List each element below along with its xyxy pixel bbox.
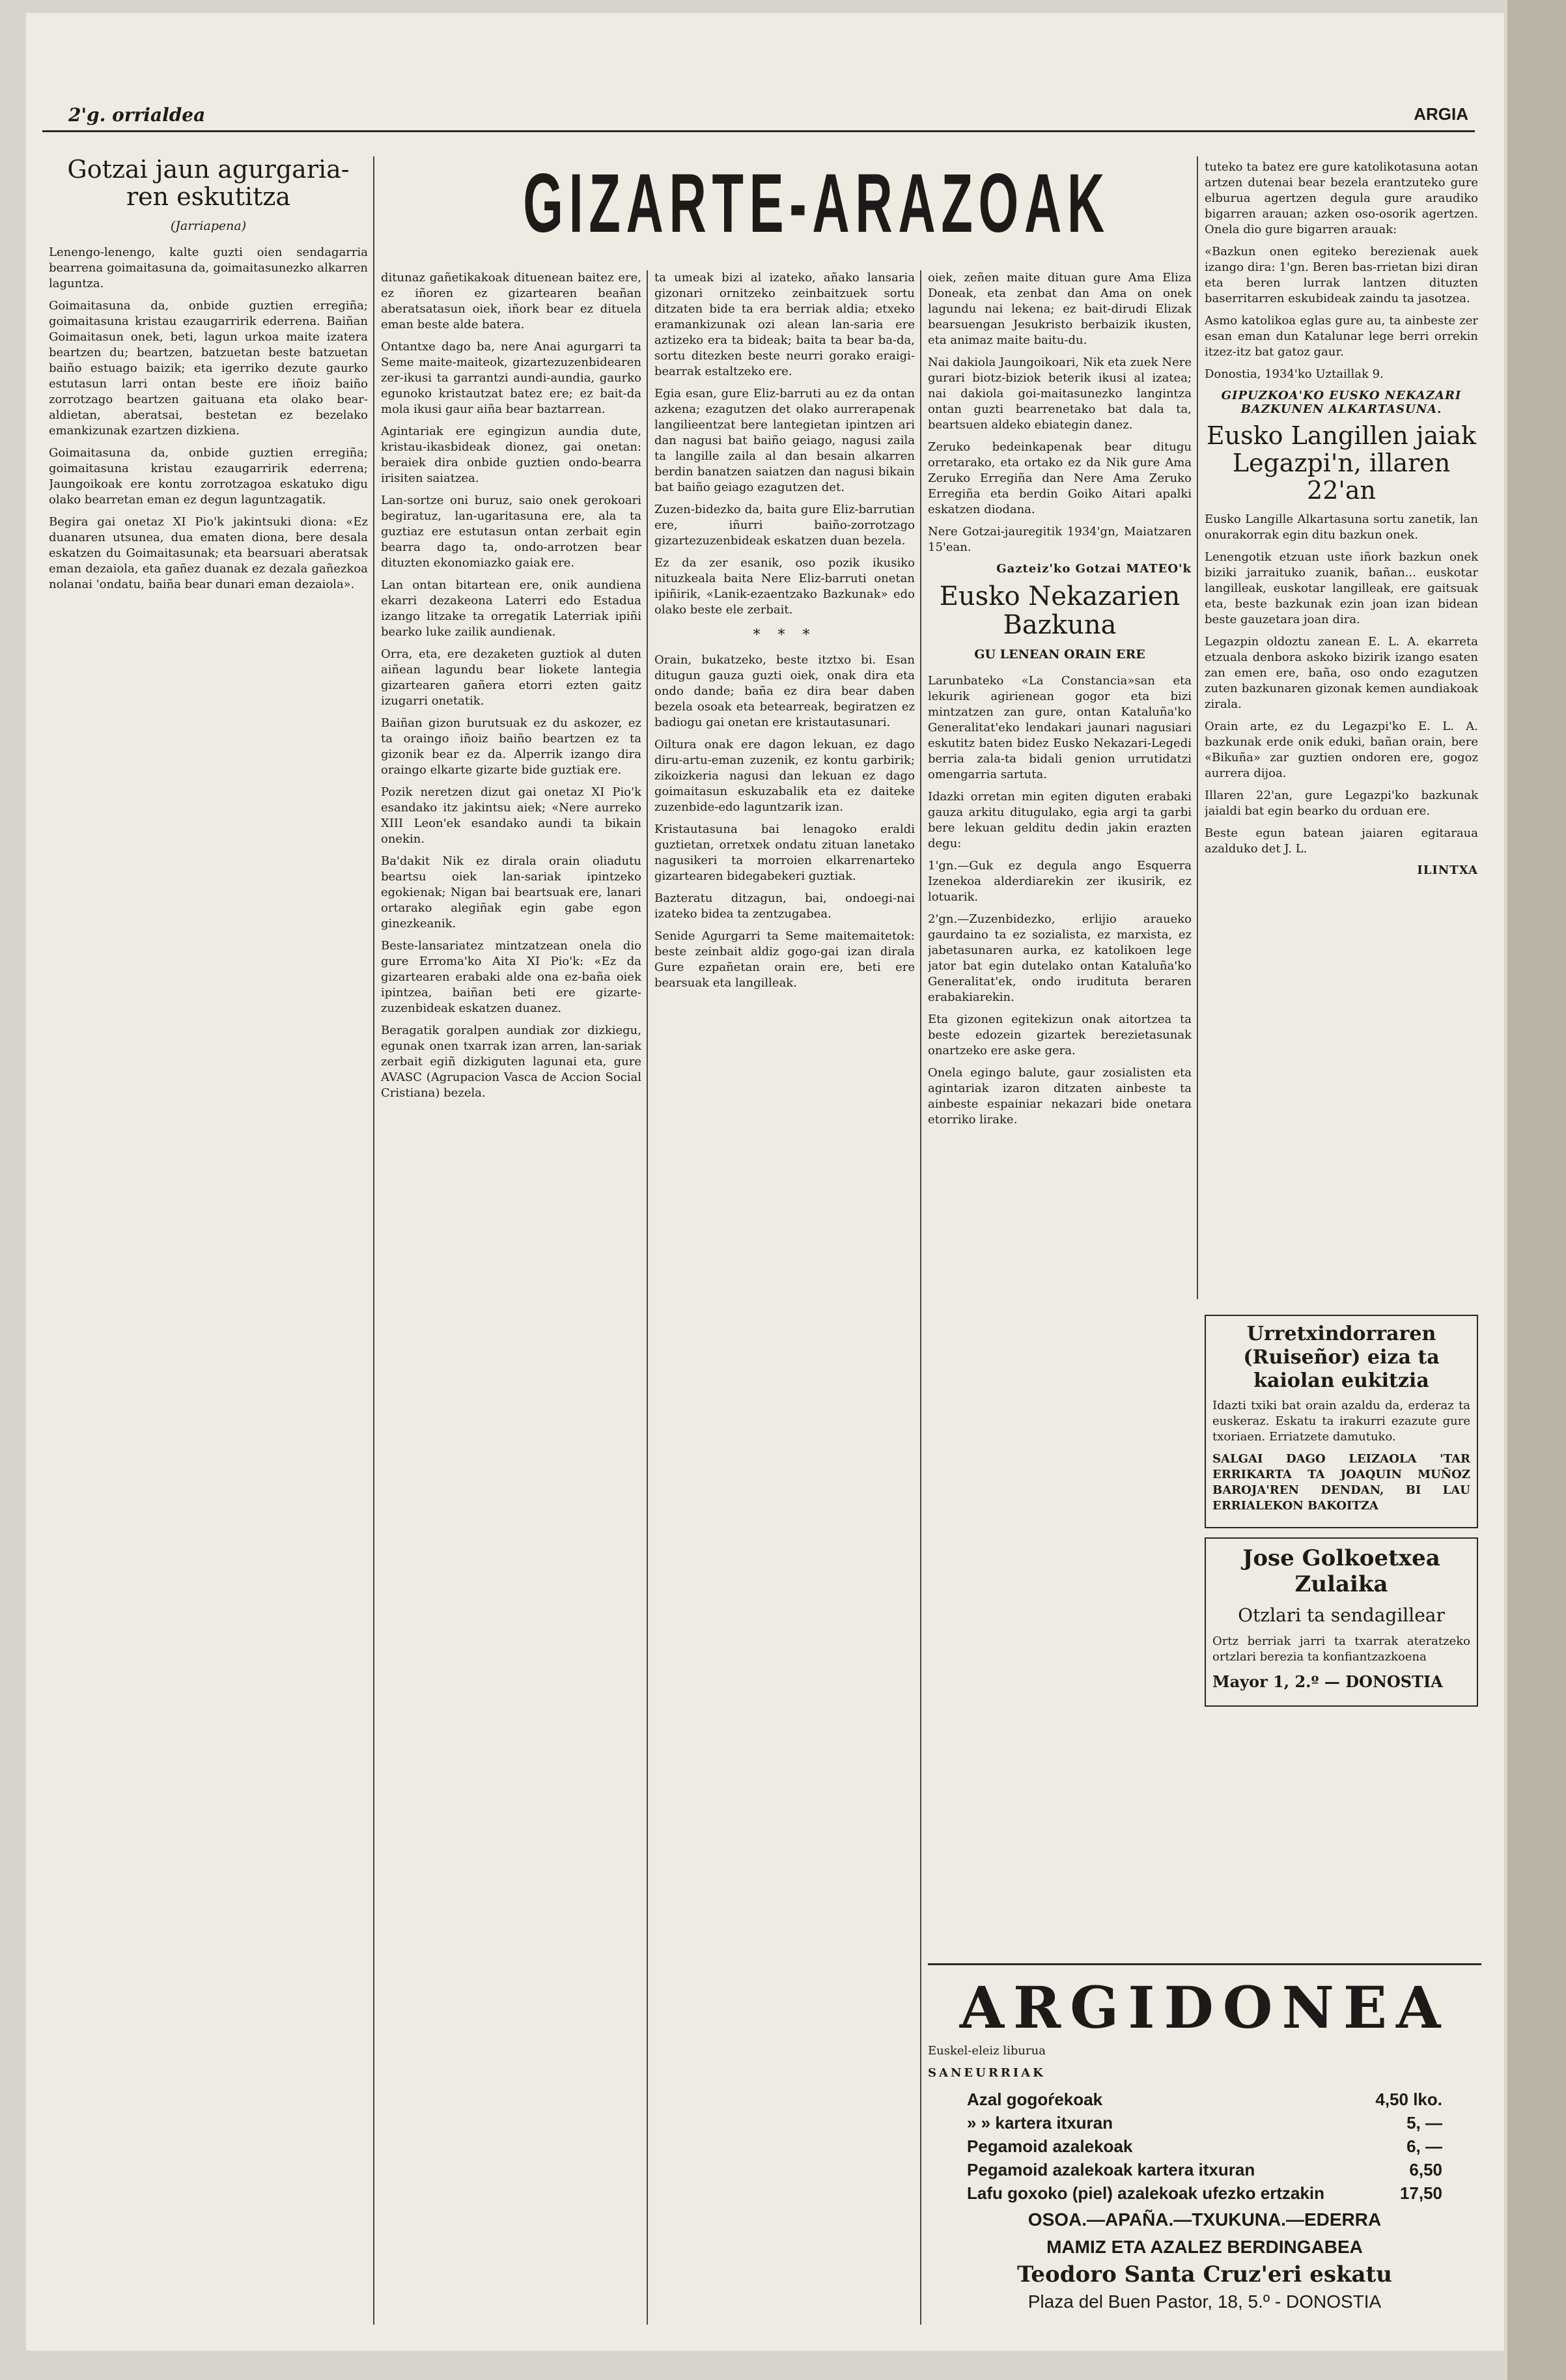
paragraph: ta umeak bizi al izateko, añako lansaria gizonari ornitzeko zeinbaitzuek sortu ditzaten bide ta era berriak aldia; etxeko eramankizunak ozi alean lan-saria ere aztizeko era ta bideak; baita ta bear ba-da, sortu ditezken beste neurri gorako eraigi-bearrak estaltzeko ere. bbox=[654, 271, 915, 378]
paragraph: Eusko Langille Alkartasuna sortu zanetik, lan onurakorrak egin ditu bazkun onek. bbox=[1205, 512, 1478, 542]
paragraph: Oiltura onak ere dagon lekuan, ez dago diru-artu-eman zuzenik, ez kontu garbirik; zikoizkeria nagusi dan lekuan ez dago goimaitasun eskuzabalik eta ez daiteke zuzenbide-edo laguntzarik izan. bbox=[654, 738, 915, 814]
advertisement-urretxindor bbox=[1205, 1315, 1478, 1528]
article-title: Eusko Langillen jaiak Legazpi'n, illaren 22'an bbox=[1206, 421, 1477, 505]
page-header bbox=[42, 104, 1475, 132]
paragraph: tuteko ta batez ere gure katolikotasuna aotan artzen dutenai bear bezela erantzuteko gure elburua agertzen degula gure araudiko bigarren arauan; azken oso-osorik agertzen. Onela dio gure bigarren arauak: bbox=[1205, 160, 1478, 236]
price-value: 17,50 bbox=[1399, 2183, 1442, 2203]
article-signoff: GIPUZKOA'KO EUSKO NEKAZARI BAZKUNEN ALKARTASUNA. bbox=[1221, 389, 1462, 416]
price-row bbox=[967, 2135, 1442, 2158]
article-signoff: ILINTXA bbox=[1417, 863, 1478, 878]
main-headline: GIZARTE-ARAZOAK bbox=[523, 157, 1110, 250]
article-title: Eusko Nekazarien Bazkuna bbox=[939, 581, 1181, 640]
price-label: Lafu goxoko (piel) azalekoak ufezko ertzakin bbox=[967, 2183, 1325, 2203]
ad-text: OSOA.—APAÑA.—TXUKUNA.—EDERRA bbox=[1028, 2209, 1382, 2230]
paragraph: Beragatik goralpen aundiak zor dizkiegu, egunak onen txarrak izan arren, lan-sariak zerbait egiñ dizkiguten lagunai eta, gure AVASC (Agrupacion Vasca de Accion Social Cristiana) bezela. bbox=[381, 1024, 641, 1100]
article-byline: (Jarriapena) bbox=[170, 218, 247, 233]
paragraph: Bazteratu ditzagun, bai, ondoegi-nai izateko bidea ta zentzugabea. bbox=[654, 891, 915, 921]
paragraph: Agintariak ere egingizun aundia dute, kristau-ikasbideak dionez, gai onetan: beraiek dira onbide guztien ondo-bearra irisiten saiatzea. bbox=[381, 425, 641, 485]
paragraph: Zeruko bedeinkapenak bear ditugu orretarako, eta ortako ez da Nik gure Ama Zeruko Erregiña dan Nere Ama Zeruko Erregiña eta berdin Goiko Aitari apalki eskatzen diodana. bbox=[928, 440, 1192, 516]
column-divider bbox=[373, 156, 374, 2325]
paragraph: Orain, bukatzeko, beste itztxo bi. Esan ditugun gauza guzti oiek, onak dira eta ondo dande; baña ez dira bear daben bezela osoak eta betearreak, begiratzen ez badiogu gai onetan ere kristautasunari. bbox=[654, 653, 915, 729]
paragraph: Orain arte, ez du Legazpi'ko E. L. A. bazkunak erde onik eduki, bañan orain, bere «Bikuña» zar guztien ondoren ere, gogoz aurrera dijoa. bbox=[1205, 720, 1478, 781]
section-separator: * * * bbox=[753, 627, 817, 643]
paragraph: Illaren 22'an, gure Legazpi'ko bazkunak jaialdi bat egin bearko du orduan ere. bbox=[1205, 789, 1478, 819]
ad-title: Jose Golkoetxea Zulaika bbox=[1242, 1545, 1440, 1597]
ad-text: MAMIZ ETA AZALEZ BERDINGABEA bbox=[1046, 2237, 1363, 2257]
price-label: » » kartera itxuran bbox=[967, 2113, 1113, 2133]
newspaper-page bbox=[26, 13, 1504, 2351]
ad-title: Urretxindorraren (Ruiseñor) eiza ta kaiolan eukitzia bbox=[1243, 1323, 1440, 1392]
column-2 bbox=[381, 270, 641, 2325]
paragraph: Lan ontan bitartean ere, onik aundiena ekarri dezakeona Laterri edo Estadua izango litzake ta orregatik Laterriak ipiñi bearko luke zailik aundienak. bbox=[381, 578, 641, 639]
paragraph: Baiñan gizon burutsuak ez du askozer, ez ta oraingo iñoiz baiño beartzen ez ta gizonik bear ez da. Alperrik izango dira oraingo elkarte gizarte bide guztiak ere. bbox=[381, 716, 641, 777]
ads-column bbox=[1205, 1306, 1478, 1963]
price-label: Azal gogoŕekoak bbox=[967, 2090, 1103, 2109]
article-subtitle: GU LENEAN ORAIN ERE bbox=[974, 647, 1145, 662]
paragraph: Donostia, 1934'ko Uztaillak 9. bbox=[1205, 367, 1384, 381]
ad-text: SALGAI DAGO LEIZAOLA 'TAR ERRIKARTA TA JOAQUIN MUÑOZ BAROJA'REN DENDAN, BI LAU ERRIALEKON BAKOITZA bbox=[1212, 1452, 1470, 1513]
column-4 bbox=[928, 270, 1192, 1312]
ad-text: Ortz berriak jarri ta txarrak ateratzeko ortzlari berezia ta konfiantzazkoena bbox=[1212, 1634, 1470, 1664]
column-divider bbox=[647, 270, 648, 2325]
paragraph: Egia esan, gure Eliz-barruti au ez da ontan azkena; ezagutzen det olako aurrerapenak langilieentzat bere lantegietan ipintzen ari dan nagusi bat baiño geiago, nagusi zaila ta langille zaila al dan besain alkarren berdin banatzen saiatzen dan nagusi bikain bat baiño geiago ezagutzen det. bbox=[654, 387, 915, 494]
advertisement-argidonea bbox=[928, 1963, 1481, 2336]
paragraph: Legazpin oldoztu zanean E. L. A. ekarreta etzuala denbora askoko bizirik izango esaten zan emen ere, baña, oso ondo ezagutzen zuten bazkunaren gizonak kemen aundiakoak zirala. bbox=[1205, 635, 1478, 712]
price-value: 6,50 bbox=[1409, 2160, 1442, 2179]
price-label: Pegamoid azalekoak bbox=[967, 2136, 1133, 2156]
price-label: Pegamoid azalekoak kartera itxuran bbox=[967, 2160, 1255, 2179]
column-divider bbox=[920, 270, 921, 2325]
paragraph: Lan-sortze oni buruz, saio onek gerokoari begiratuz, lan-ugaritasuna ere, ala ta guztiaz ere estutasun ontan zerbait egin bearra dago ta, ondo-arrotzen bear dituzten ekonomiazko gaiak ere. bbox=[381, 494, 641, 570]
paragraph: Goimaitasuna da, onbide guztien erregiña; goimaitasuna kristau ezaugarririk ederrena. Baiñan Goimaitasun onek, beti, lagun urkoa maite izatera beartzen du; beartzen, batzuetan beste batzuetan baiño estuago baizik; eta igerriko dezute gaurko estutasun larri ontan beste ere iñoiz baiño zorrotzago beartzen gaituana eta olako bear-aldietan, aberatsai, bestetan ez bezelako emankizunak ezartzen dizkiena. bbox=[49, 298, 368, 438]
paragraph: oiek, zeñen maite dituan gure Ama Eliza Doneak, eta zenbat dan Ama on onek lagundu nai lekena; ez bait-dirudi Elizak bearsuengan Jesukristo berbaizik ikusten, eta animaz maite baitu-du. bbox=[928, 271, 1192, 347]
paragraph: «Bazkun onen egiteko berezienak auek izango dira: 1'gn. Beren bas-rrietan bizi diran eta beren lurrak lantzen dituzten baserritarren eskubideak zaindu ta jasotzea. bbox=[1205, 245, 1478, 305]
price-list bbox=[928, 2088, 1481, 2205]
price-row bbox=[967, 2158, 1442, 2181]
paragraph: Orra, eta, ere dezaketen guztiok al duten aiñean lagundu bear liokete lantegia gizartearen gañera etorri ezten gaitz izugarri onetatik. bbox=[381, 647, 641, 708]
price-row bbox=[967, 2181, 1442, 2205]
paragraph: Eta gizonen egitekizun onak aitortzea ta beste edozein gizartek berezietasunak onartzeko ere aske gera. bbox=[928, 1013, 1192, 1057]
price-row bbox=[967, 2111, 1442, 2135]
paragraph: Ontantxe dago ba, nere Anai agurgarri ta Seme maite-maiteok, gizartezuzenbidearen zer-ikusi ta garrantzi aundi-aundia, gaurko egunoko kristautzat batez ere; ez bait-da mola ikusi gaur aiña bear baztarrean. bbox=[381, 340, 641, 416]
paragraph: ditunaz gañetikakoak dituenean baitez ere, ez iñoren ez gizartearen beañan aberatsatasun oiek, iñork bear ez dituela eman beste alde batera. bbox=[381, 271, 641, 331]
ad-title: ARGIDONEA bbox=[959, 1974, 1450, 2041]
column-3 bbox=[654, 270, 915, 2325]
paragraph: Lenengo-lenengo, kalte guzti oien sendagarria bearrena goimaitasuna da, goimaitasunezko alkarren laguntza. bbox=[49, 245, 368, 290]
paragraph: 2'gn.—Zuzenbidezko, erlijio araueko gaurdaino ta ez sozialista, ez marxista, ez jabetasunaren aurka, ez katolikoen lege jator bat egin dutelako ontan Kataluña'ko Generalitat'ek, ondo irudituta beraren erabakiarekin. bbox=[928, 912, 1192, 1004]
ad-subtitle: SANEURRIAK bbox=[928, 2066, 1046, 2080]
price-value: 5, — bbox=[1406, 2113, 1442, 2133]
paragraph: Idazki orretan min egiten diguten erabaki gauza arkitu ditugulako, egia argi ta garbi bere lekuan gelditu dedin jakin erazten degu: bbox=[928, 790, 1192, 850]
price-value: 4,50 lko. bbox=[1375, 2090, 1442, 2109]
paragraph: Beste-lansariatez mintzatzean onela dio gure Erroma'ko Aita XI Pio'k: «Ez da gizartearen erabaki alde ona ez-baña oiek ipintzea, baiñan beti ere gizarte-zuzenbideak eskatzen duanez. bbox=[381, 939, 641, 1015]
adjacent-page-edge bbox=[1507, 0, 1566, 2380]
paragraph: Ba'dakit Nik ez dirala orain oliadutu beartsu oiek lan-sariak ipintzeko egokienak; Nigan bai beartsuak ere, lanari ortarako alegiñak egin gabe egon ginezkeanik. bbox=[381, 854, 641, 931]
paragraph: Zuzen-bidezko da, baita gure Eliz-barrutian ere, iñurri baiño-zorrotzago gizartezuzenbideak eskatzen duan bezela. bbox=[654, 503, 915, 548]
column-5 bbox=[1205, 160, 1478, 1299]
ad-address: Plaza del Buen Pastor, 18, 5.º - DONOSTIA bbox=[1028, 2291, 1382, 2312]
paragraph: Asmo katolikoa eglas gure au, ta ainbeste zer esan eman dun Katalunar lege berri orrekin itzez-itz bat gatoz gaur. bbox=[1205, 314, 1478, 359]
ad-text: Idazti txiki bat orain azaldu da, erderaz ta euskeraz. Eskatu ta irakurri ezazute gure txoriaen. Erriatzete damutuko. bbox=[1212, 1399, 1470, 1444]
paragraph: Kristautasuna bai lenagoko eraldi guztietan, orretxek ondatu zituan lanetako nagusikeri ta morroien elkarrenarteko gizartearen bidegabekeri guztiak. bbox=[654, 822, 915, 883]
ad-subtitle: Otzlari ta sendagillear bbox=[1238, 1604, 1445, 1626]
paragraph: Senide Agurgarri ta Seme maitemaitetok: beste zeinbait aldiz gogo-gai izan dirala Gure ezpañetan orain ere, beti ere bearsuak eta langilleak. bbox=[654, 929, 915, 990]
ad-address: Mayor 1, 2.º — DONOSTIA bbox=[1212, 1672, 1443, 1691]
ad-text: Teodoro Santa Cruz'eri eskatu bbox=[1017, 2261, 1392, 2288]
paragraph: Larunbateko «La Constancia»san eta lekurik agirienean gogor eta bizi mintzatzen zan gure, ontan Kataluña'ko Generalitat'eko lendakari jaunari nagusiari eskutitz baten bidez Eusko Nekazari-Legedi berria zala-ta bidali genion urrutidatzi omengarria sartuta. bbox=[928, 674, 1192, 781]
paragraph: Ez da zer esanik, oso pozik ikusiko nituzkeala baita Nere Eliz-barruti onetan ipiñirik, «Lanik-ezaentzako Bazkunak» edo olako beste ele zerbait. bbox=[654, 556, 915, 617]
paragraph: Lenengotik etzuan uste iñork bazkun onek biziki jarraituko zuanik, bañan... euskotar langilleak, euskotar langilleak, ere gaitsuak eta, beste bazkunak ezin joan izan bidean beste gauzetara joan dira. bbox=[1205, 550, 1478, 627]
paragraph: Goimaitasuna da, onbide guztien erregiña; goimaitasuna kristau ezaugarririk ederrena; Jaungoikoak ere kontu zorrotzagoa eskatuko digu olako bearretan eman ez degun laguntzagatik. bbox=[49, 445, 368, 507]
paragraph: Nai dakiola Jaungoikoari, Nik eta zuek Nere gurari biotz-biziok beterik ikusi al izatea; nai dakiola goi-maitasunezko langintza ontan guzti bearrenetako bat dala ta, beartsuen aldeko ebiategin danez. bbox=[928, 356, 1192, 432]
column-divider bbox=[1197, 156, 1198, 1299]
article-signoff: Gazteiz'ko Gotzai MATEO'k bbox=[996, 562, 1192, 576]
paragraph: Begira gai onetaz XI Pio'k jakintsuki diona: «Ez duanaren utsunea, dua ematen diona, bere desala eskatzen du Goimaitasunak; eta bearsuari aberatsak eman dezaiola, eta gañez duanak ez dezala gañezkoa nolanai 'ondatu, baiña bear dunari eman dezaiola». bbox=[49, 514, 368, 591]
advertisement-golkoetxea bbox=[1205, 1537, 1478, 1707]
paragraph: Pozik neretzen dizut gai onetaz XI Pio'k esandako itz jakintsu aiek; «Nere aurreko XIII Leon'ek esandako aundi ta bikain onekin. bbox=[381, 785, 641, 846]
paragraph: 1'gn.—Guk ez degula ango Esquerra Izenekoa alderdiarekin zer ikusirik, ez lotuarik. bbox=[928, 859, 1192, 904]
paragraph: Nere Gotzai-jauregitik 1934'gn, Maiatzaren 15'ean. bbox=[928, 525, 1192, 554]
article-title: Gotzai jaun agurgaria-ren eskutitza bbox=[67, 156, 350, 211]
paragraph: Onela egingo balute, gaur zosialisten eta agintariak izaron ditzaten ainbeste ta ainbeste espainiar nekazari bide onetara etorriko lirake. bbox=[928, 1066, 1192, 1127]
newspaper-name: ARGIA bbox=[1414, 104, 1468, 124]
column-1 bbox=[49, 156, 368, 2325]
price-row bbox=[967, 2088, 1442, 2111]
ad-subtitle: Euskel-eleiz liburua bbox=[928, 2044, 1046, 2058]
paragraph: Beste egun batean jaiaren egitaraua azalduko det J. L. bbox=[1205, 826, 1478, 856]
page-number: 2'g. orrialdea bbox=[68, 104, 206, 126]
price-value: 6, — bbox=[1406, 2136, 1442, 2156]
